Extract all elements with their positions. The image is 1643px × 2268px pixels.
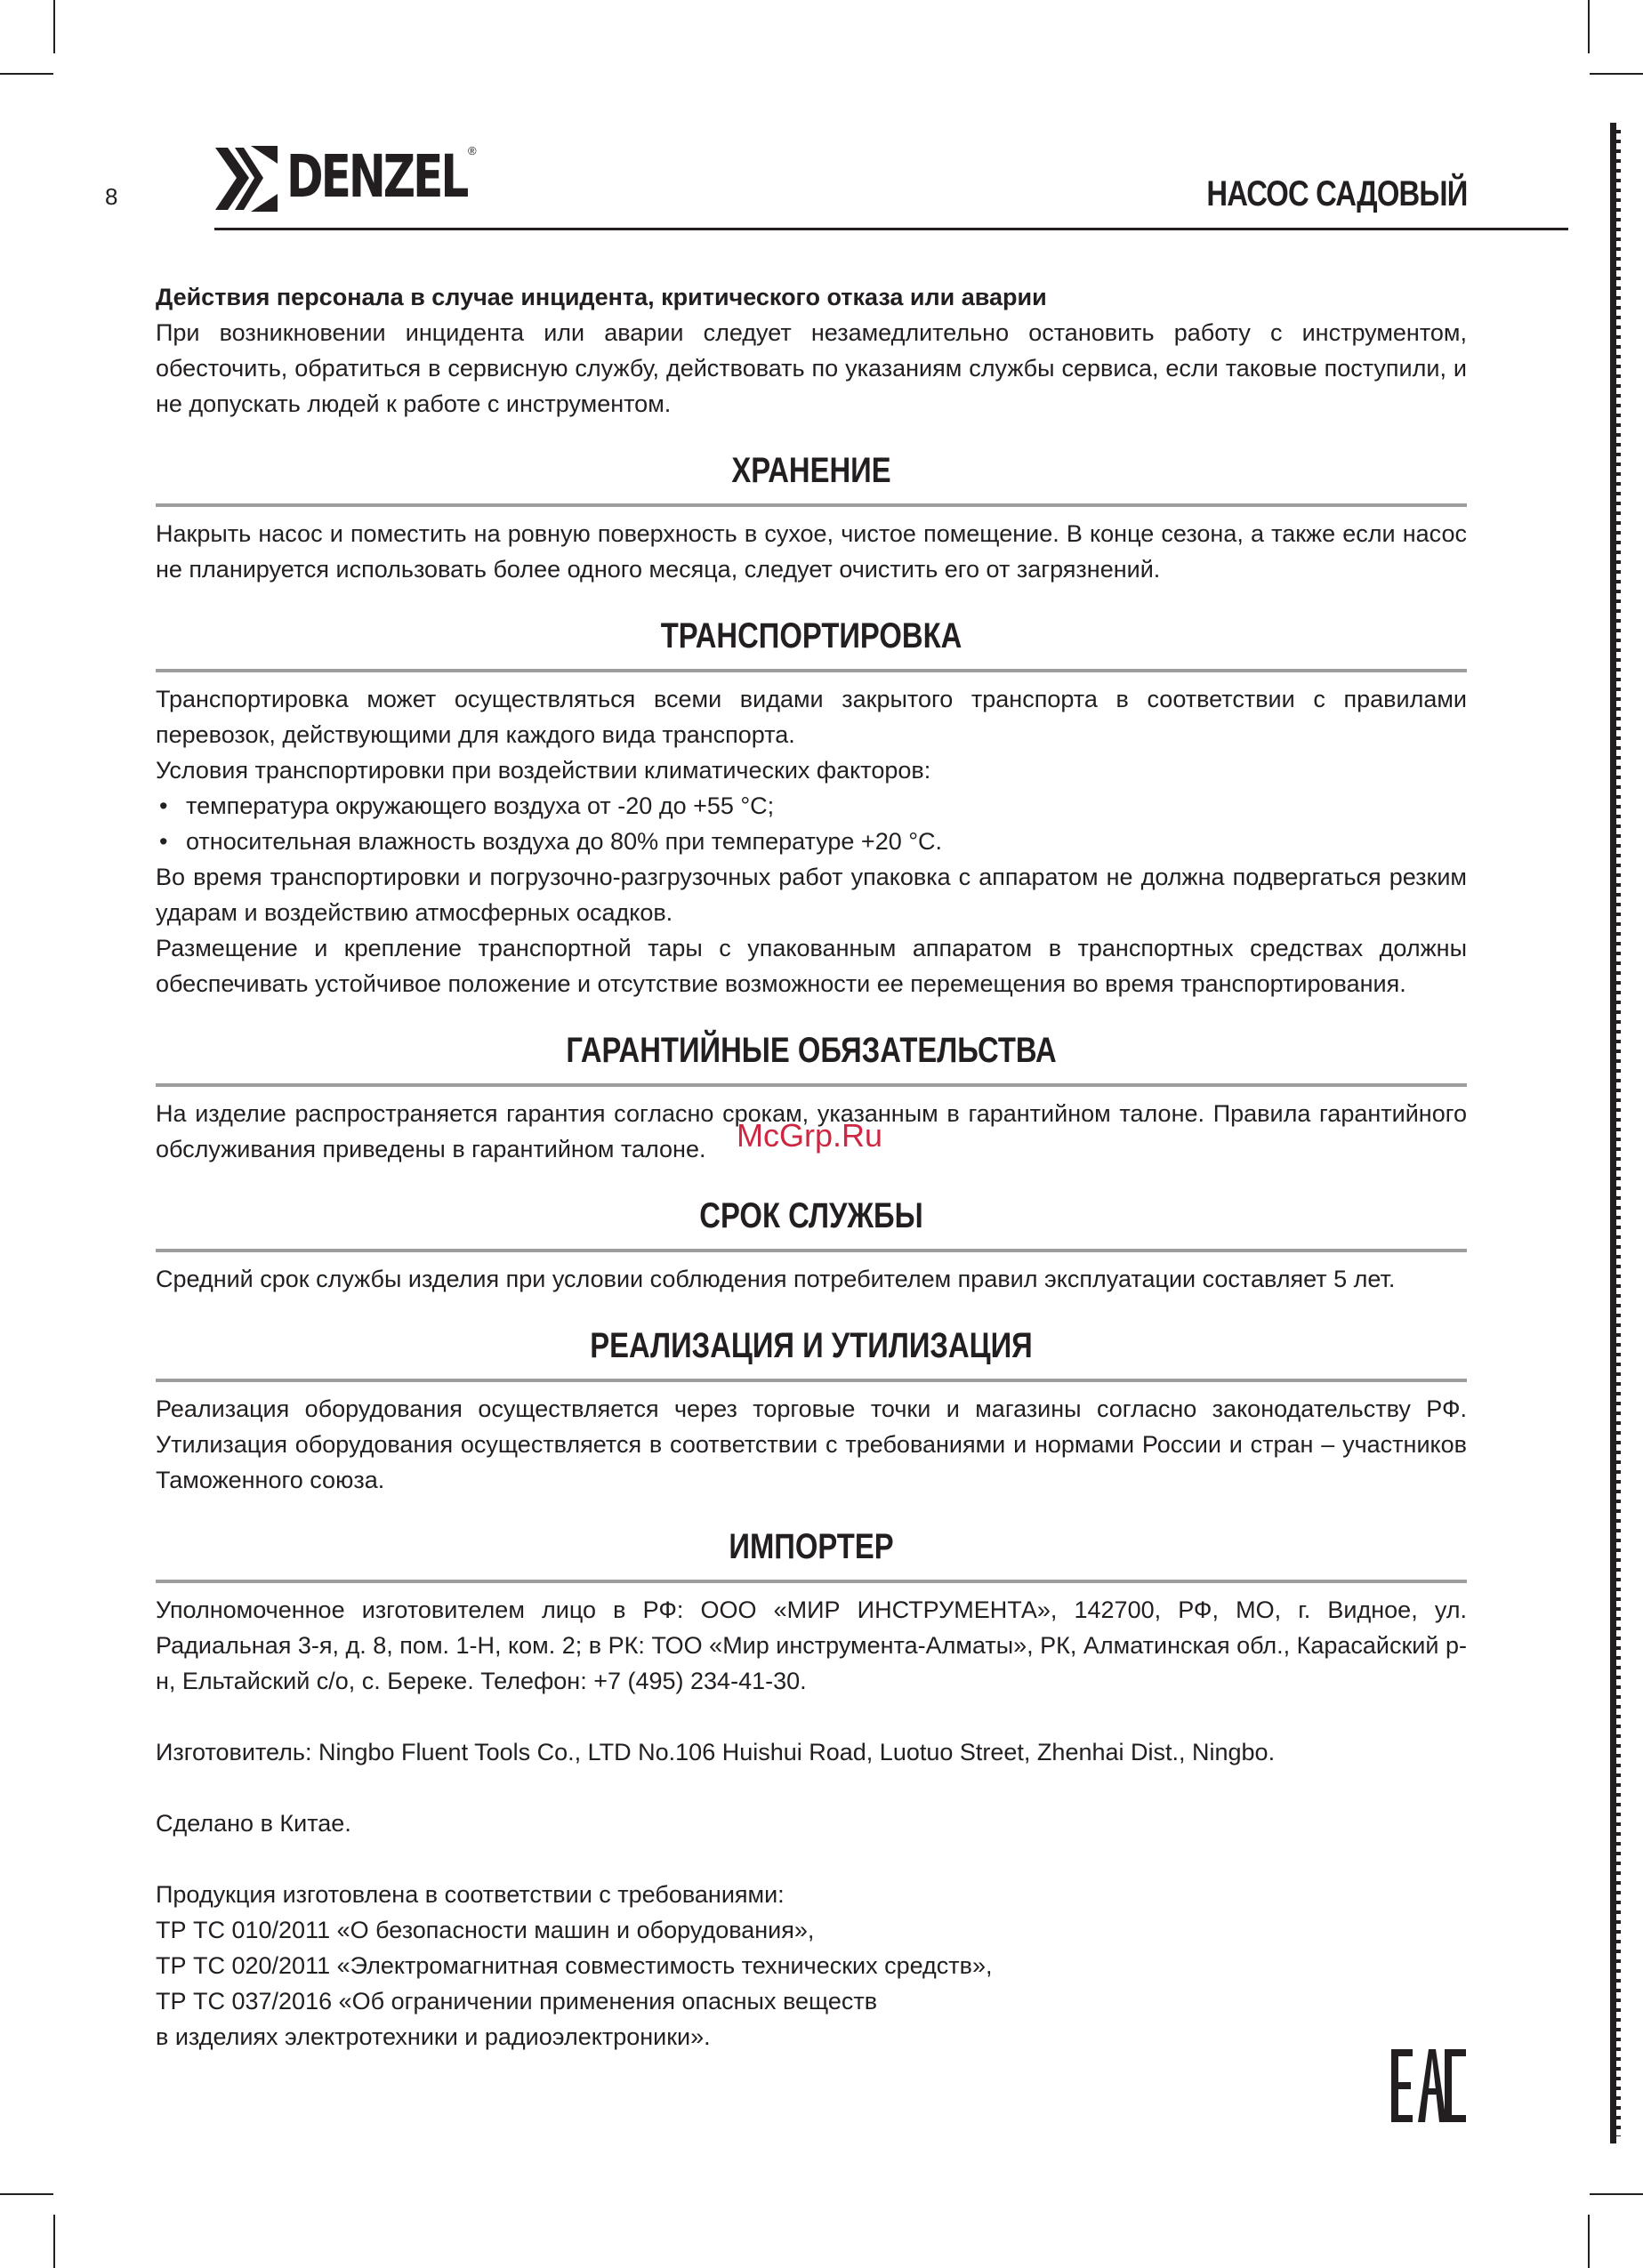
eac-mark-icon <box>1391 2049 1466 2122</box>
section-title-transport: ТРАНСПОРТИРОВКА <box>660 616 962 655</box>
incident-text: При возникновении инцидента или аварии следует незамедлительно остановить работу с инструментом, обесточить, обратиться в сервисную службу, действовать по указаниям службы сервиса, если таковые поступили, и не допускать людей к работе с инструментом. <box>156 319 1467 417</box>
list-item: • температура окружающего воздуха от -20 до +55 °C; <box>156 788 1467 824</box>
transport-conditions: Условия транспортировки при воздействии климатических факторов: <box>156 757 931 784</box>
storage-text: Накрыть насос и поместить на ровную поверхность в сухое, чистое помещение. В конце сезона, а также если насос не планируется использовать более одного месяца, следует очистить его от загрязнений. <box>156 520 1467 583</box>
compliance-intro: Продукция изготовлена в соответствии с требованиями: <box>156 1881 785 1908</box>
transport-conditions-list <box>156 788 1467 859</box>
compliance-line: в изделиях электротехники и радиоэлектроники». <box>156 2023 711 2050</box>
denzel-logo-icon <box>213 142 279 215</box>
transport-paragraph: Транспортировка может осуществляться всеми видами закрытого транспорта в соответствии с правилами перевозок, действующими для каждого вида транспорта. <box>156 686 1467 748</box>
section-rule <box>156 1379 1467 1382</box>
compliance-line: ТР ТС 010/2011 «О безопасности машин и оборудования», <box>156 1917 815 1943</box>
section-title-warranty: ГАРАНТИЙНЫЕ ОБЯЗАТЕЛЬСТВА <box>566 1031 1057 1070</box>
crop-mark <box>1588 2215 1590 2268</box>
compliance-line: ТР ТС 037/2016 «Об ограничении применения опасных веществ <box>156 1988 878 2015</box>
made-in-text: Сделано в Китае. <box>156 1810 351 1837</box>
crop-mark <box>0 73 53 75</box>
section-rule <box>156 669 1467 672</box>
page-number: 8 <box>105 183 118 210</box>
compliance-line: ТР ТС 020/2011 «Электромагнитная совместимость технических средств», <box>156 1952 993 1979</box>
section-rule <box>156 1580 1467 1583</box>
importer-text: Уполномоченное изготовителем лицо в РФ: ООО «МИР ИНСТРУМЕНТА», 142700, РФ, МО, г. Видное, ул. Радиальная 3-я, д. 8, пом. 1-Н, ком. 2; в РК: ТОО «Мир инструмента-Алматы», РК, Алматинская обл., Карасайский р-н, Ельтайский с/о, с. Береке. Телефон: +7 (495) 234-41-30. <box>156 1596 1467 1694</box>
section-title-disposal: РЕАЛИЗАЦИЯ И УТИЛИЗАЦИЯ <box>590 1326 1033 1365</box>
transport-paragraph: Во время транспортировки и погрузочно-разгрузочных работ упаковка с аппаратом не должна подвергаться резким ударам и воздействию атмосферных осадков. <box>156 864 1467 926</box>
section-title-importer: ИМПОРТЕР <box>729 1527 894 1566</box>
watermark: McGrp.Ru <box>737 1117 883 1154</box>
registered-mark: ® <box>468 144 477 157</box>
service-life-text: Средний срок службы изделия при условии соблюдения потребителем правил эксплуатации составляет 5 лет. <box>156 1266 1396 1292</box>
crop-mark <box>53 2215 55 2268</box>
incident-title: Действия персонала в случае инцидента, критического отказа или аварии <box>156 284 1047 310</box>
section-rule <box>156 1249 1467 1252</box>
header-rule <box>214 228 1568 230</box>
crop-mark <box>1590 2193 1643 2195</box>
brand-name: DENZEL <box>286 142 467 211</box>
disposal-text: Реализация оборудования осуществляется через торговые точки и магазины согласно законодательству РФ. Утилизация оборудования осуществляется в соответствии с требованиями и нормами России и стран – участников Таможенного союза. <box>156 1395 1467 1493</box>
manufacturer-text: Изготовитель: Ningbo Fluent Tools Co., LTD No.106 Huishui Road, Luotuo Street, Zhenhai Dist., Ningbo. <box>156 1739 1276 1765</box>
section-title-storage: ХРАНЕНИЕ <box>731 451 891 490</box>
edge-tab-bar <box>1610 123 1616 2143</box>
section-rule <box>156 1083 1467 1087</box>
main-content <box>156 279 1467 2055</box>
crop-mark <box>1590 73 1643 75</box>
list-item: • относительная влажность воздуха до 80% при температуре +20 °C. <box>156 824 1467 859</box>
header-title: НАСОС САДОВЫЙ <box>1205 174 1467 213</box>
transport-paragraph: Размещение и крепление транспортной тары с упакованным аппаратом в транспортных средствах должны обеспечивать устойчивое положение и отсутствие возможности ее перемещения во время транспортирования. <box>156 935 1467 997</box>
edge-tab-ticks <box>1616 130 1621 2136</box>
crop-mark <box>1588 0 1590 53</box>
crop-mark <box>0 2193 53 2195</box>
section-rule <box>156 503 1467 507</box>
denzel-logo <box>213 142 480 215</box>
section-title-service-life: СРОК СЛУЖБЫ <box>699 1196 923 1235</box>
crop-mark <box>53 0 55 53</box>
warranty-text: На изделие распространяется гарантия согласно срокам, указанным в гарантийном талоне. Правила гарантийного обслуживания приведены в гарантийном талоне. <box>156 1100 1467 1162</box>
